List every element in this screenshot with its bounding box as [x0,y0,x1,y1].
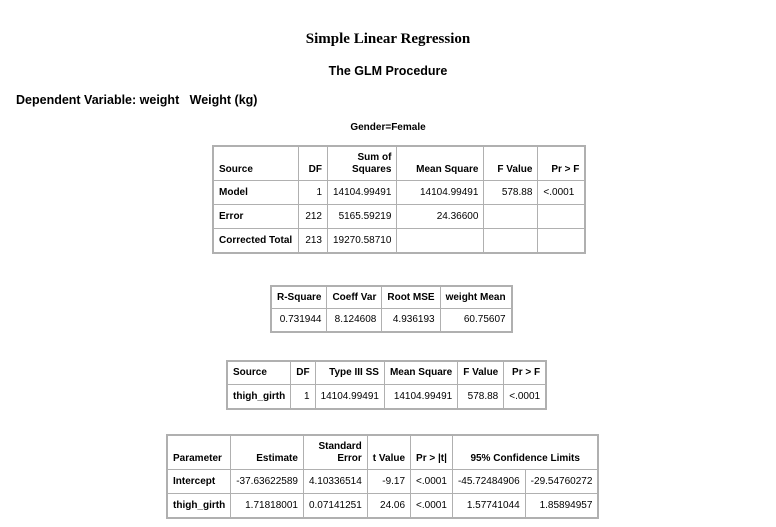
procedure-title: The GLM Procedure [328,64,448,78]
param-header-t-value: t Value [368,436,410,469]
cell-standard-error: 0.07141251 [304,494,367,517]
fit-header-root-mse: Root MSE [382,287,439,308]
cell-df: 212 [299,205,327,228]
cell-ss: 14104.99491 [316,385,384,408]
param-header-parameter: Parameter [168,436,230,469]
fit-header-coeff-var: Coeff Var [327,287,381,308]
cell-p [538,205,584,228]
table-row [272,309,511,331]
cell-p: <.0001 [411,494,452,517]
anova-header-source: Source [214,147,298,180]
cell-f: 578.88 [484,181,537,204]
row-header: Error [214,205,298,228]
cell-ss: 19270.58710 [328,229,396,252]
cell-lower-limit: 1.57741044 [453,494,525,517]
cell-standard-error: 4.10336514 [304,470,367,493]
cell-t-value: 24.06 [368,494,410,517]
table-row [168,494,597,517]
by-group-label: Gender=Female [350,122,426,133]
row-header: thigh_girth [228,385,290,408]
cell-f: 578.88 [458,385,503,408]
param-header-standard-error: Standard Error [304,436,367,469]
anova-header-df: DF [299,147,327,180]
cell-t-value: -9.17 [368,470,410,493]
row-header: Model [214,181,298,204]
param-header-confidence-limits: 95% Confidence Limits [453,436,597,469]
cell-df: 213 [299,229,327,252]
fit-header-r-square: R-Square [272,287,326,308]
type3-header-df: DF [291,362,314,384]
cell-ms: 24.36600 [397,205,483,228]
cell-p: <.0001 [504,385,545,408]
param-header-pr-t: Pr > |t| [411,436,452,469]
cell-ss: 5165.59219 [328,205,396,228]
type3-header-mean-square: Mean Square [385,362,457,384]
cell-ms: 14104.99491 [385,385,457,408]
type3-header-source: Source [228,362,290,384]
cell-f [484,205,537,228]
cell-ms: 14104.99491 [397,181,483,204]
cell-weight-mean: 60.75607 [441,309,511,331]
table-row [214,229,584,252]
type3-header-f-value: F Value [458,362,503,384]
cell-estimate: -37.63622589 [231,470,303,493]
cell-p [538,229,584,252]
cell-lower-limit: -45.72484906 [453,470,525,493]
dependent-variable-label: Dependent Variable: weight Weight (kg) [16,93,258,107]
table-row [228,385,545,408]
cell-f [484,229,537,252]
fit-statistics-table [270,285,513,333]
anova-header-sum-of-squares: Sum of Squares [328,147,396,180]
cell-df: 1 [291,385,314,408]
fit-header-weight-mean: weight Mean [441,287,511,308]
cell-coeff-var: 8.124608 [327,309,381,331]
cell-upper-limit: 1.85894957 [526,494,598,517]
anova-table [212,145,586,254]
param-header-estimate: Estimate [231,436,303,469]
cell-estimate: 1.71818001 [231,494,303,517]
anova-header-pr-f: Pr > F [538,147,584,180]
cell-upper-limit: -29.54760272 [526,470,598,493]
table-row [214,181,584,204]
cell-df: 1 [299,181,327,204]
anova-header-f-value: F Value [484,147,537,180]
row-header: Corrected Total [214,229,298,252]
type3-header-pr-f: Pr > F [504,362,545,384]
row-header: Intercept [168,470,230,493]
table-row [214,205,584,228]
cell-r-square: 0.731944 [272,309,326,331]
anova-header-mean-square: Mean Square [397,147,483,180]
cell-root-mse: 4.936193 [382,309,439,331]
cell-ms [397,229,483,252]
table-row [168,470,597,493]
type3-header-type3-ss: Type III SS [316,362,384,384]
cell-ss: 14104.99491 [328,181,396,204]
cell-p: <.0001 [411,470,452,493]
type3-table [226,360,547,410]
report-title: Simple Linear Regression [305,31,471,47]
cell-p: <.0001 [538,181,584,204]
parameter-estimates-table [166,434,599,519]
row-header: thigh_girth [168,494,230,517]
